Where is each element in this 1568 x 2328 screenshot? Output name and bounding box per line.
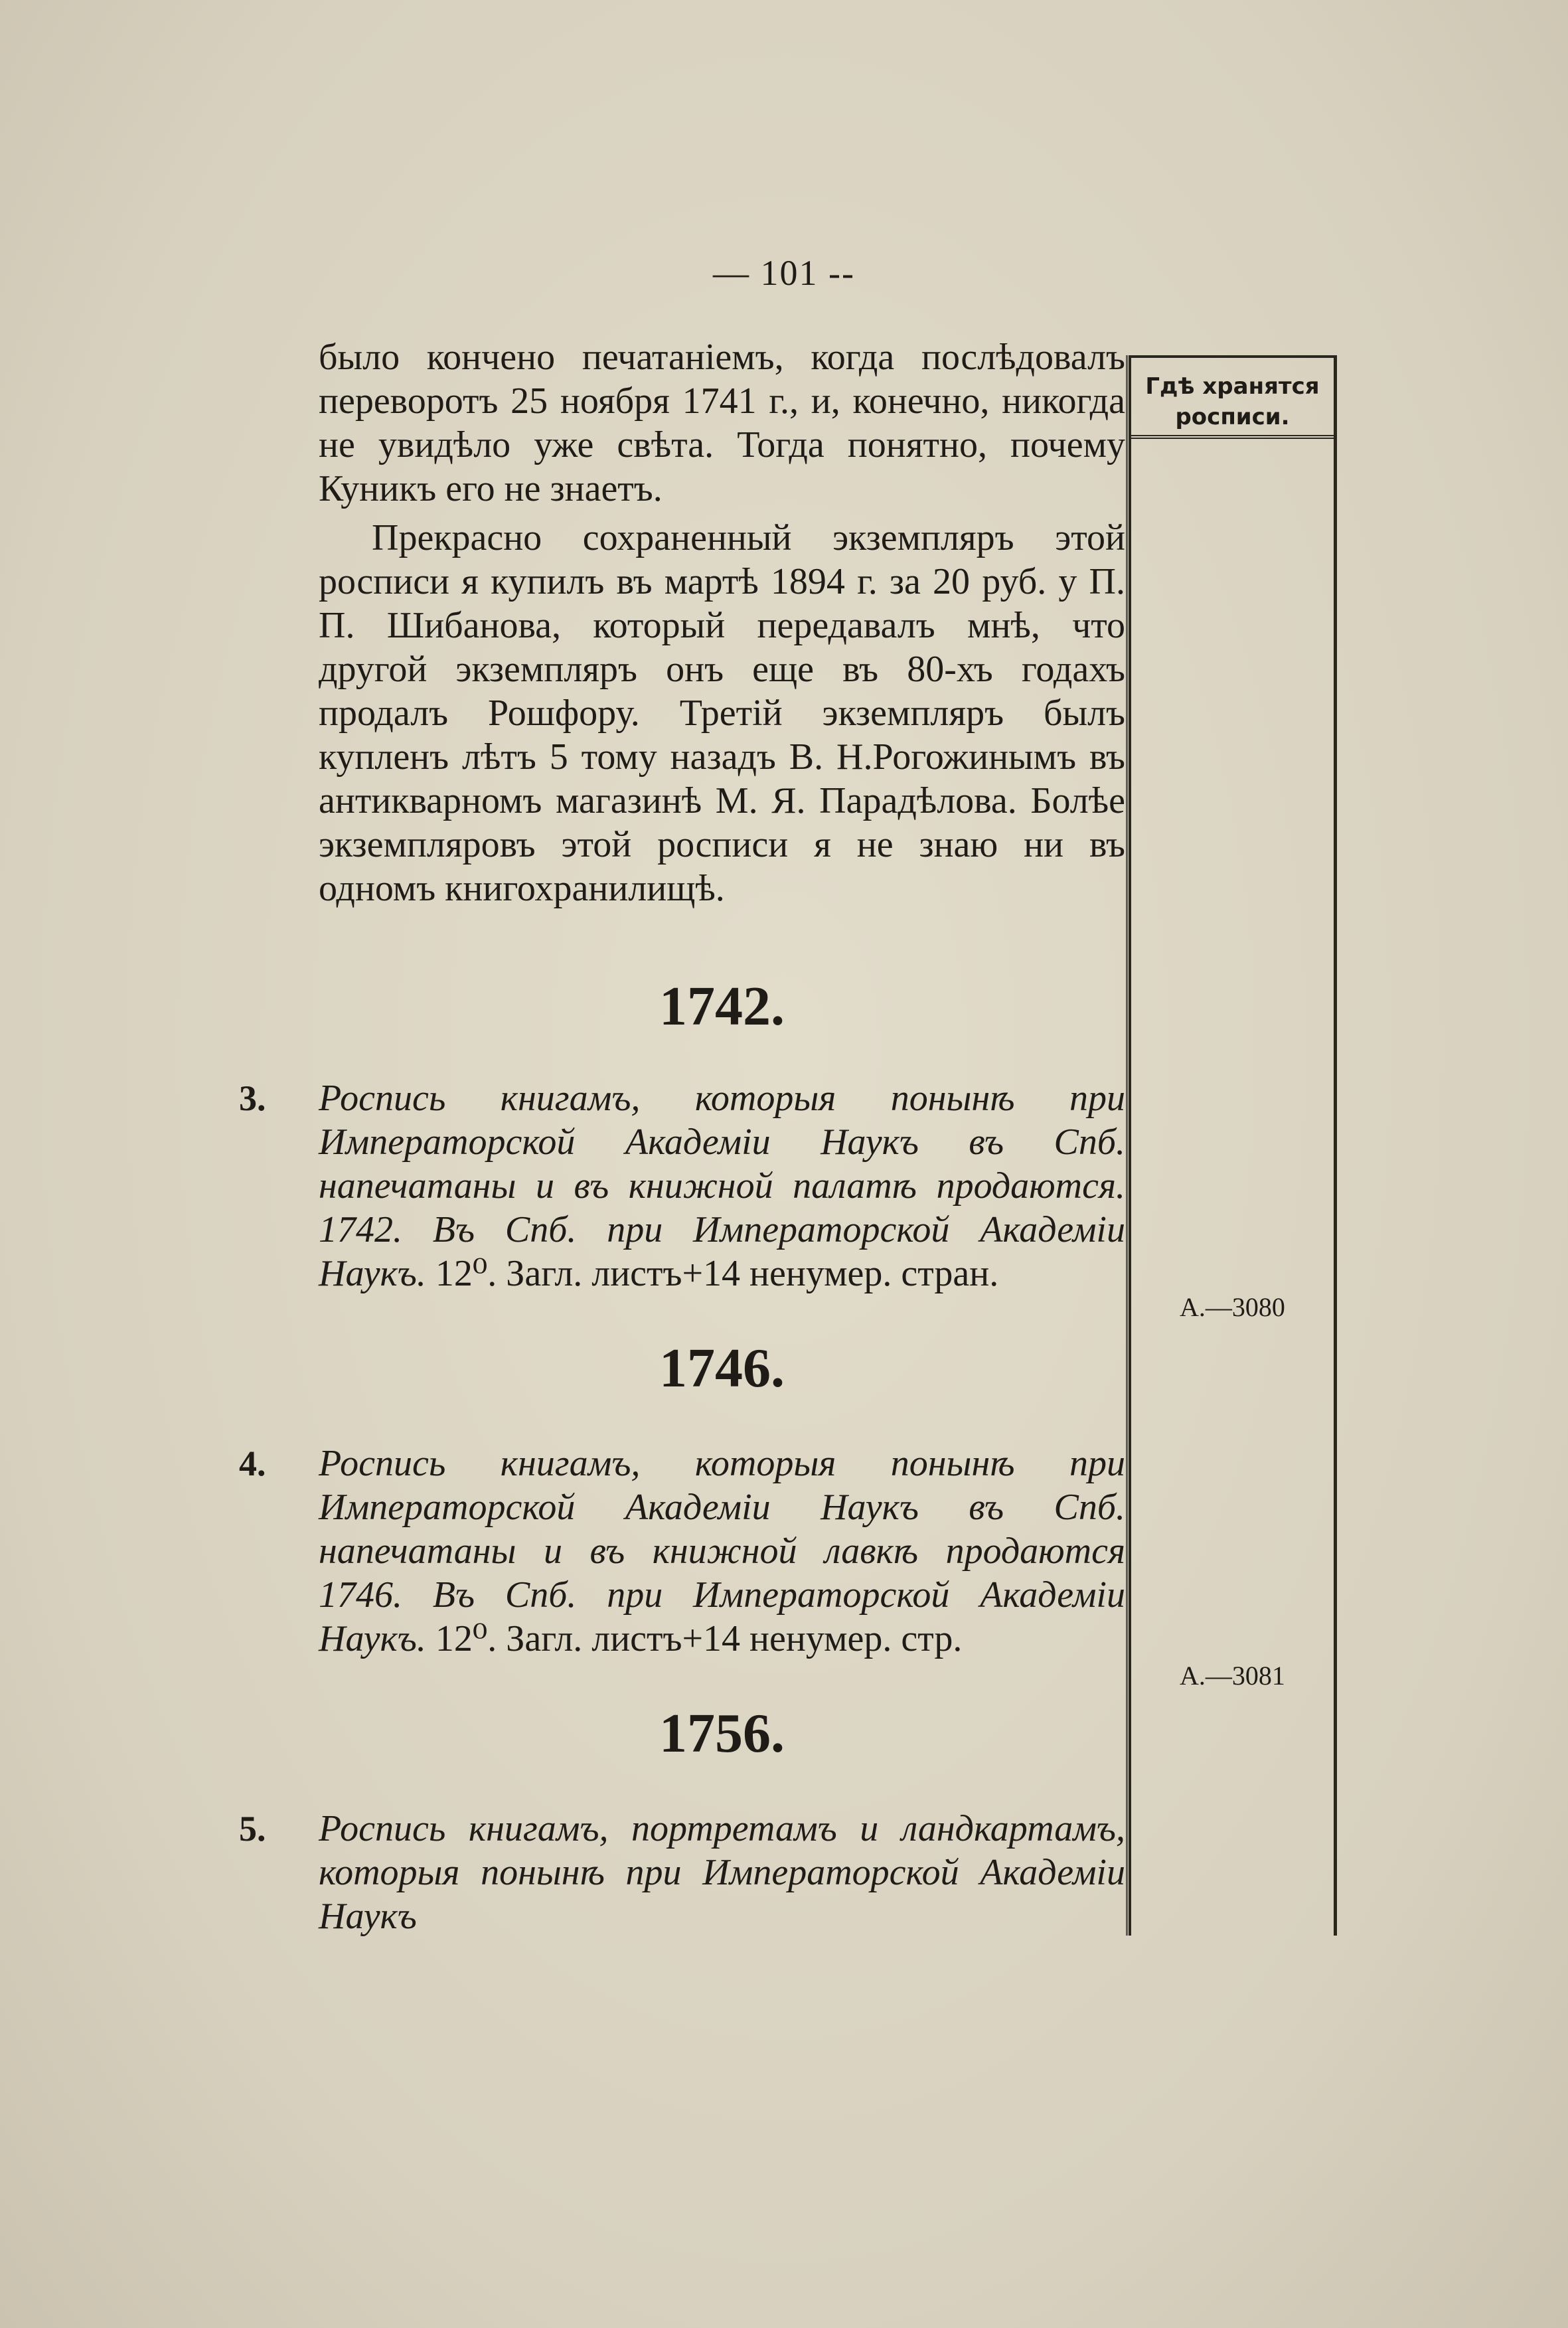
- storage-column: [1129, 355, 1337, 1936]
- entry-number: 3.: [239, 1078, 266, 1118]
- intro-paragraph-2: Прекрасно сохраненный экземпляръ этой росписи я купилъ въ мартѣ 1894 г. за 20 руб. у П. П. Шибанова, который передавалъ мнѣ, что другой экземпляръ онъ еще въ 80-хъ годахъ продалъ Рошфору. Третій экземпляръ былъ купленъ лѣтъ 5 тому назадъ В. Н.Рогожинымъ въ антикварномъ магазинѣ М. Я. Парадѣлова. Болѣе экземпляровъ этой росписи я не знаю ни въ одномъ книгохранилищѣ.: [319, 517, 1125, 909]
- storage-header-line1: Гдѣ хранятся: [1145, 373, 1320, 400]
- storage-column-header: [1131, 355, 1334, 439]
- entry-description: 12⁰. Загл. листъ+14 ненумер. стран.: [426, 1253, 999, 1294]
- page-number: — 101 --: [713, 253, 855, 293]
- catalog-entry-3: [239, 1076, 1125, 1295]
- catalog-entry-5: [239, 1807, 1125, 1938]
- shelfmark-entry-4: А.—3081: [1180, 1661, 1285, 1691]
- entry-title: Роспись книгамъ, которыя понынѣ при Императорской Академіи Наукъ въ Спб. напечатаны и въ книжной палатѣ продаются. 1742. Въ Спб. при Императорской Академіи Наукъ.: [319, 1078, 1125, 1294]
- catalog-entry-4: [239, 1442, 1125, 1661]
- year-heading-1742: 1742.: [659, 975, 785, 1037]
- entry-number: 4.: [239, 1444, 266, 1483]
- entry-title: Роспись книгамъ, которыя понынѣ при Императорской Академіи Наукъ въ Спб. напечатаны и въ книжной лавкѣ продаются 1746. Въ Спб. при Императорской Академіи Наукъ.: [319, 1443, 1125, 1659]
- year-heading-1756: 1756.: [659, 1703, 785, 1764]
- year-heading-1746: 1746.: [659, 1337, 785, 1399]
- entry-description: 12⁰. Загл. листъ+14 ненумер. стр.: [426, 1618, 963, 1659]
- main-text: [239, 335, 1125, 1938]
- storage-header-line2: росписи.: [1175, 404, 1290, 430]
- shelfmark-entry-3: А.—3080: [1180, 1292, 1285, 1322]
- intro-paragraph-1: было кончено печатаніемъ, когда послѣдовалъ переворотъ 25 ноября 1741 г., и, конечно, никогда не увидѣло уже свѣта. Тогда понятно, почему Куникъ его не знаетъ.: [319, 337, 1125, 509]
- entry-title: Роспись книгамъ, портретамъ и ландкартамъ, которыя понынѣ при Императорской Академіи Наукъ: [319, 1808, 1125, 1937]
- entry-number: 5.: [239, 1809, 266, 1849]
